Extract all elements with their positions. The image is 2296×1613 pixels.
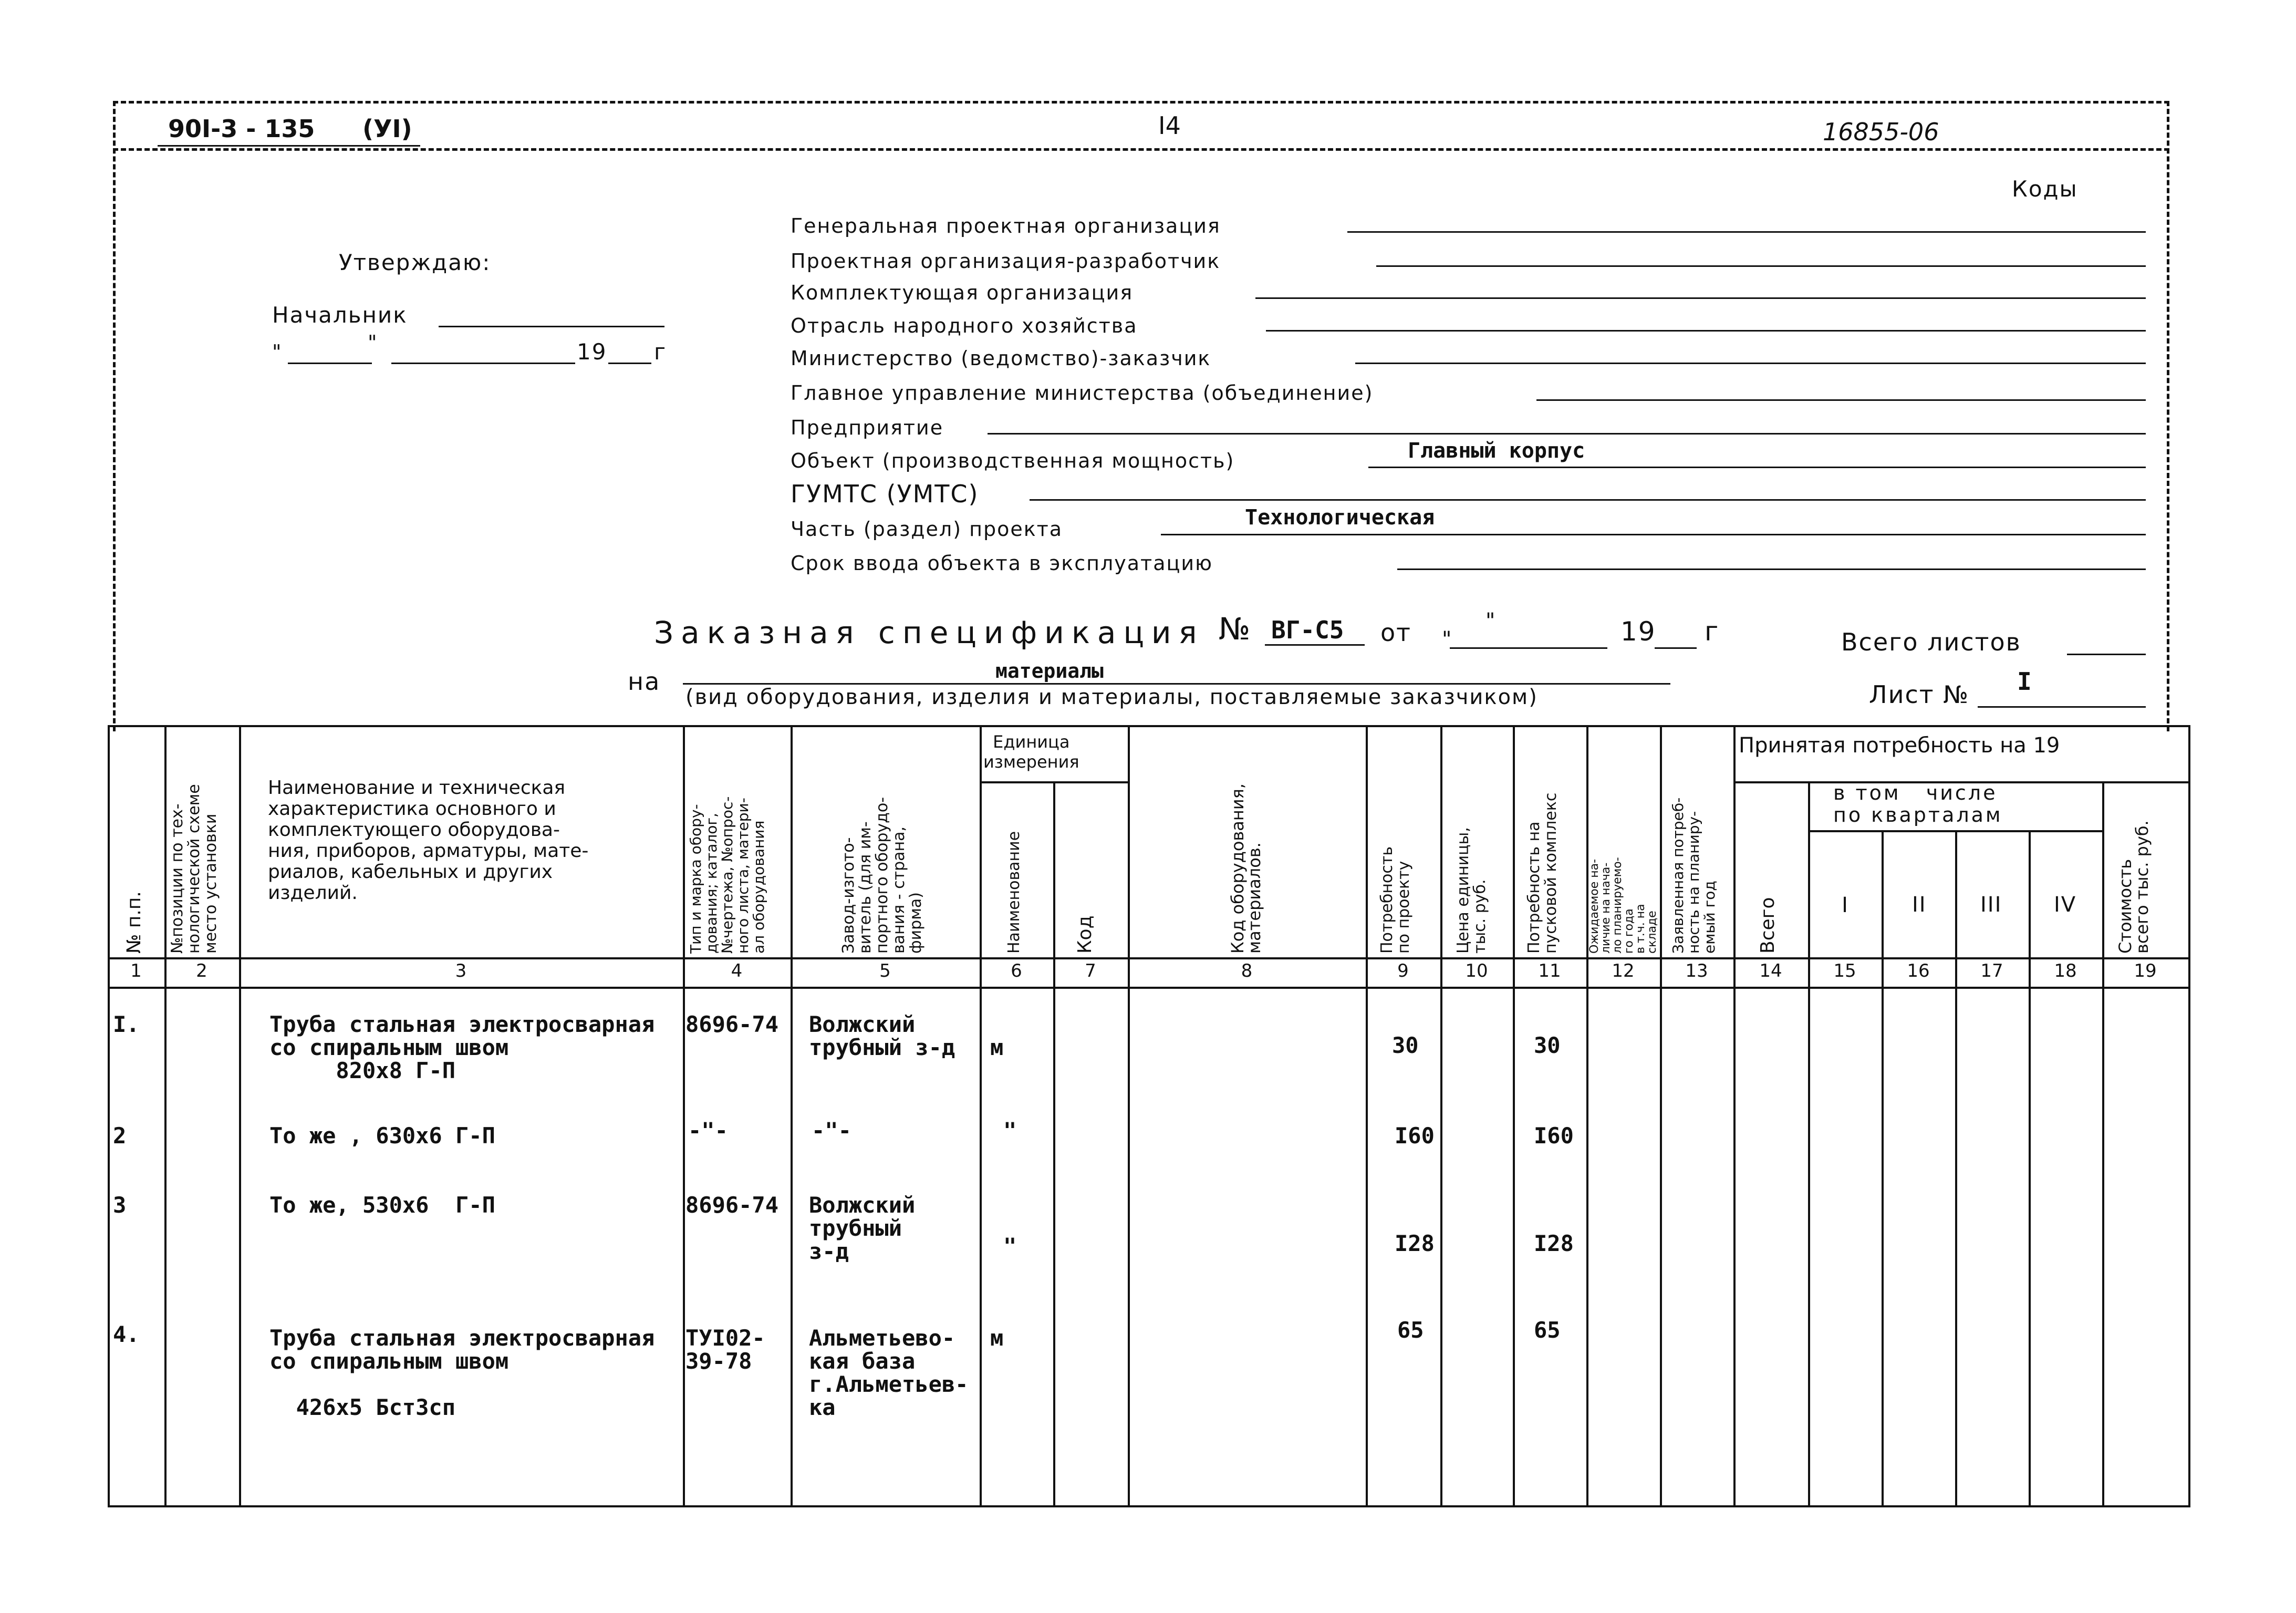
row-name: Труба стальная электросварная со спиральным швом 820x8 Г-П <box>269 1011 655 1083</box>
supply-org-line <box>1255 297 2146 299</box>
page-number: I4 <box>1158 111 1181 140</box>
row-type: 8696-74 <box>685 1192 779 1218</box>
general-org-label: Генеральная проектная организация <box>791 214 1221 237</box>
col-line-1 <box>164 725 167 1506</box>
row-plant: Волжский трубный з-д <box>809 1192 916 1264</box>
row-plant: Волжский трубный з-д <box>809 1011 955 1060</box>
spec-number-prefix: № <box>1219 611 1252 647</box>
col-head-13: Заявленная потреб- ность на планиру- емый год <box>1669 797 1718 954</box>
archive-number: 16855-06 <box>1823 118 1939 146</box>
col-line-11 <box>1586 725 1588 1506</box>
col-head-9: Потребность по проекту <box>1378 846 1413 954</box>
row-plant: Альметьево- кая база г.Альметьев- ка <box>809 1325 969 1420</box>
ministry-label: Министерство (ведомство)-заказчик <box>791 347 1211 370</box>
spec-quote-2: " <box>1485 609 1497 633</box>
table-numbers-bottom <box>108 987 2190 989</box>
col-line-16 <box>1955 830 1957 1506</box>
ministry-line <box>1355 363 2146 364</box>
table-bottom <box>108 1505 2190 1507</box>
row-need: 30 <box>1392 1032 1419 1058</box>
approval-year-suffix: г <box>654 339 667 365</box>
col-line-17 <box>2029 830 2031 1506</box>
col-num: 15 <box>1833 960 1856 981</box>
date-month-line <box>391 363 575 364</box>
col-num: 9 <box>1397 960 1409 981</box>
col-head-10: Цена единицы, тыс. руб. <box>1454 827 1489 954</box>
quarters-group-head: в том числе по кварталам <box>1833 781 2003 826</box>
spec-date-line <box>1450 647 1607 649</box>
table-top <box>108 725 2190 727</box>
frame-right <box>2167 101 2169 731</box>
quarter-1-head: I <box>1842 893 1848 917</box>
table-numbers-top <box>108 957 2190 959</box>
date-quote-open: " <box>272 340 283 364</box>
col-line-12 <box>1660 725 1662 1506</box>
col-line-5 <box>980 725 982 1506</box>
quarter-3-head: III <box>1980 893 2002 917</box>
col-head-12: Ожидаемое на- личие на нача- ло планируемо- го года в т.ч. на складе <box>1588 857 1659 954</box>
spec-year: 19 <box>1620 616 1656 647</box>
col-num: 4 <box>731 960 743 981</box>
approval-year: 19 <box>577 339 607 365</box>
row-unit: " <box>1003 1233 1017 1259</box>
enterprise-label: Предприятие <box>791 416 944 439</box>
gumts-label: ГУМТС (УМТС) <box>791 480 979 508</box>
col-line-15 <box>1882 830 1884 1506</box>
on-label: на <box>628 667 661 696</box>
col-head-19: Стоимость всего тыс. руб. <box>2115 820 2152 954</box>
col-line-8 <box>1366 725 1368 1506</box>
chief-line <box>439 326 664 327</box>
row-plant: -"- <box>812 1118 851 1143</box>
col-line-2 <box>239 725 241 1506</box>
frame-top <box>113 101 2169 104</box>
row-name: То же , 630x6 Г-П <box>269 1123 495 1149</box>
unit-group-head: Единица измерения <box>983 732 1079 772</box>
col-head-6: Наименование <box>1005 831 1023 954</box>
total-sheets-label: Всего листов <box>1841 628 2021 656</box>
col-line-3 <box>683 725 685 1506</box>
spec-from: от <box>1380 618 1411 647</box>
section-value: Технологическая <box>1245 505 1435 530</box>
sheet-no-line <box>1978 706 2146 708</box>
enterprise-line <box>988 433 2146 435</box>
subject-line <box>683 683 1670 685</box>
col-num: 7 <box>1085 960 1096 981</box>
total-sheets-line <box>2067 654 2146 655</box>
row-start: I60 <box>1534 1123 1574 1149</box>
col-line-18 <box>2102 781 2104 1506</box>
col-num: 2 <box>196 960 207 981</box>
col-num: 19 <box>2134 960 2157 981</box>
section-line <box>1161 534 2146 535</box>
col-head-11: Потребность на пусковой комплекс <box>1525 792 1560 954</box>
col-line-4 <box>791 725 793 1506</box>
row-need: I60 <box>1395 1123 1435 1149</box>
row-type: 8696-74 <box>685 1011 779 1037</box>
col-num: 13 <box>1685 960 1708 981</box>
col-line-10 <box>1513 725 1515 1506</box>
col-num: 1 <box>130 960 142 981</box>
frame-header-line <box>113 148 2169 151</box>
date-quote-mid: " <box>368 331 378 354</box>
col-num: 16 <box>1907 960 1930 981</box>
spec-year-suffix: г <box>1705 616 1720 647</box>
row-number: 4. <box>113 1321 140 1347</box>
row-unit: " <box>1003 1118 1017 1143</box>
doc-code-underline <box>158 145 420 147</box>
codes-label: Коды <box>2012 176 2078 202</box>
row-number: 2 <box>113 1123 127 1149</box>
row-unit: м <box>990 1325 1004 1351</box>
spec-number: ВГ-С5 <box>1271 616 1344 644</box>
row-name: То же, 530x6 Г-П <box>269 1192 495 1218</box>
project-org-line <box>1376 265 2146 267</box>
general-org-line <box>1347 231 2146 233</box>
doc-part: (УI) <box>362 115 412 143</box>
accepted-group-head: Принятая потребность на 19 <box>1739 733 2060 758</box>
row-start: 65 <box>1534 1317 1561 1343</box>
col-num: 6 <box>1011 960 1022 981</box>
col-line-0 <box>108 725 110 1506</box>
col-num: 10 <box>1465 960 1488 981</box>
section-label: Часть (раздел) проекта <box>791 518 1063 541</box>
frame-left <box>113 101 116 731</box>
spec-quote-1: " <box>1442 627 1453 652</box>
col-head-8: Код оборудования, материалов. <box>1228 783 1264 954</box>
row-start: I28 <box>1534 1231 1574 1256</box>
col-line-7 <box>1128 725 1130 1506</box>
col-head-14: Всего <box>1757 897 1779 954</box>
col-num: 12 <box>1612 960 1635 981</box>
industry-line <box>1266 330 2146 332</box>
row-start: 30 <box>1534 1032 1561 1058</box>
col-num: 5 <box>879 960 891 981</box>
main-dept-label: Главное управление министерства (объединение) <box>791 381 1374 405</box>
spec-number-line <box>1265 644 1365 646</box>
col-head-7: Код <box>1074 915 1096 954</box>
col-num: 11 <box>1538 960 1561 981</box>
approve-label: Утверждаю: <box>339 250 491 275</box>
sheet-no-value: I <box>2017 667 2032 696</box>
col-line-9 <box>1440 725 1442 1506</box>
row-number: 3 <box>113 1192 127 1218</box>
col-head-2: №позиции по тех- нологической схеме место установки <box>168 784 220 954</box>
col-num: 8 <box>1241 960 1253 981</box>
date-day-line <box>288 363 372 364</box>
row-number: I. <box>113 1011 140 1037</box>
col-line-14 <box>1808 781 1810 1506</box>
main-dept-line <box>1536 399 2146 401</box>
col-line-6 <box>1053 781 1055 1506</box>
row-type: -"- <box>688 1118 728 1143</box>
row-need: I28 <box>1395 1231 1435 1256</box>
chief-label: Начальник <box>272 302 408 328</box>
industry-label: Отрасль народного хозяйства <box>791 314 1138 337</box>
col-head-5: Завод-изгото- витель (для им- портного оборудо- вания - страна, фирма) <box>839 797 925 954</box>
col-num: 14 <box>1759 960 1782 981</box>
col-head-4: Тип и марка обору- дования; каталог, №чертежа, №опрос- ного листа, матери- ал оборудования <box>687 796 767 954</box>
supply-org-label: Комплектующая организация <box>791 281 1134 304</box>
sheet-no-label: Лист № <box>1869 680 1970 709</box>
object-line <box>1368 467 2146 468</box>
col-line-13 <box>1733 725 1736 1506</box>
spec-year-line <box>1655 647 1697 649</box>
object-label: Объект (производственная мощность) <box>791 449 1235 472</box>
approval-year-line <box>608 363 651 364</box>
doc-code: 90I-3 - 135 <box>168 115 315 143</box>
gumts-line <box>1030 499 2146 501</box>
subject-caption: (вид оборудования, изделия и материалы, поставляемые заказчиком) <box>685 685 1538 709</box>
col-num: 3 <box>455 960 467 981</box>
spec-title: Заказная спецификация <box>654 615 1204 650</box>
deadline-label: Срок ввода объекта в эксплуатацию <box>791 552 1213 575</box>
col-head-3: Наименование и техническая характеристика основного и комплектующего оборудова- ния, приборов, арматуры, мате- риалов, кабельных и других изделий. <box>268 777 589 904</box>
row-name: Труба стальная электросварная со спиральным швом 426x5 БстЗсп <box>269 1325 655 1420</box>
row-type: ТУI02- 39-78 <box>685 1325 765 1374</box>
col-num: 18 <box>2054 960 2077 981</box>
row-unit: м <box>990 1035 1004 1060</box>
col-head-1: № п.п. <box>123 891 145 954</box>
quarter-2-head: II <box>1912 893 1927 917</box>
subject-value: материалы <box>995 659 1104 683</box>
col-line-19 <box>2188 725 2190 1506</box>
col-num: 17 <box>1980 960 2003 981</box>
deadline-line <box>1397 568 2146 570</box>
object-value: Главный корпус <box>1408 439 1585 463</box>
project-org-label: Проектная организация-разработчик <box>791 250 1221 273</box>
quarter-4-head: IV <box>2054 893 2077 917</box>
row-need: 65 <box>1397 1317 1424 1343</box>
